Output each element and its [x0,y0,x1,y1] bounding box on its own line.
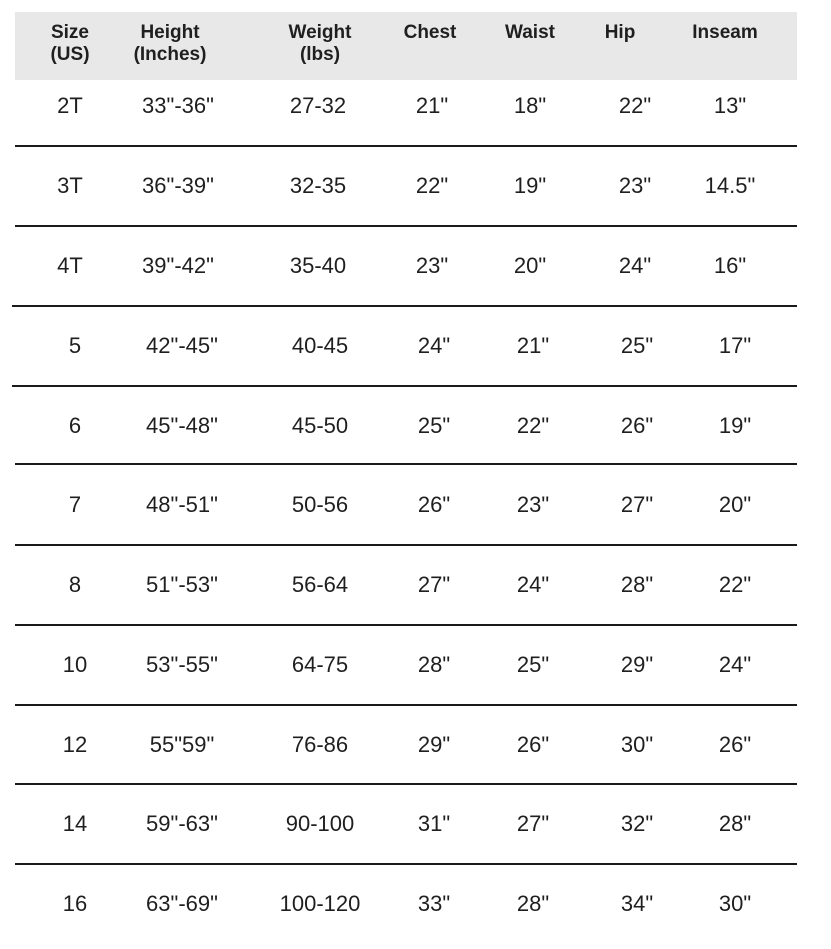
cell-weight: 45-50 [291,413,349,438]
cell-waist: 21" [516,333,550,358]
header-inseam: Inseam [692,22,758,43]
cell-height: 39"-42" [142,253,214,278]
cell-hip: 28" [620,572,654,597]
header-hip: Hip [604,22,636,43]
cell-inseam: 24" [718,652,752,677]
cell-inseam: 13" [713,93,747,118]
table-row [0,811,831,841]
cell-hip: 26" [620,413,654,438]
cell-hip: 29" [620,652,654,677]
row-divider [15,863,797,865]
cell-size: 14 [62,811,88,836]
cell-hip: 27" [620,492,654,517]
cell-chest: 22" [415,173,449,198]
cell-waist: 27" [516,811,550,836]
cell-weight: 56-64 [291,572,349,597]
cell-height: 59"-63" [146,811,218,836]
cell-weight: 64-75 [291,652,349,677]
cell-chest: 26" [417,492,451,517]
row-divider [15,624,797,626]
cell-inseam: 17" [718,333,752,358]
cell-hip: 30" [620,732,654,757]
header-weight: Weight (lbs) [288,22,352,65]
cell-size: 12 [62,732,88,757]
cell-chest: 24" [417,333,451,358]
cell-hip: 34" [620,891,654,916]
cell-chest: 28" [417,652,451,677]
cell-inseam: 14.5" [704,173,756,198]
cell-waist: 23" [516,492,550,517]
cell-chest: 31" [417,811,451,836]
cell-inseam: 26" [718,732,752,757]
cell-chest: 33" [417,891,451,916]
header-waist: Waist [505,22,555,43]
cell-size: 6 [68,413,82,438]
header-size: Size (US) [50,22,90,65]
cell-waist: 22" [516,413,550,438]
table-row [0,253,831,283]
cell-weight: 76-86 [291,732,349,757]
cell-size: 16 [62,891,88,916]
cell-waist: 24" [516,572,550,597]
cell-size: 3T [57,173,83,198]
cell-waist: 25" [516,652,550,677]
size-chart-header [15,12,797,80]
table-row [0,891,831,921]
row-divider [15,704,797,706]
cell-inseam: 22" [718,572,752,597]
row-divider [15,783,797,785]
row-divider [15,145,797,147]
row-divider [15,463,797,465]
row-divider [15,544,797,546]
header-height: Height (Inches) [133,22,207,65]
cell-hip: 24" [618,253,652,278]
table-row [0,333,831,363]
table-row [0,732,831,762]
cell-inseam: 30" [718,891,752,916]
cell-height: 45"-48" [146,413,218,438]
table-row [0,572,831,602]
row-divider [15,225,797,227]
cell-inseam: 28" [718,811,752,836]
cell-height: 51"-53" [146,572,218,597]
cell-inseam: 20" [718,492,752,517]
table-row [0,413,831,443]
header-chest: Chest [403,22,457,43]
row-divider [12,385,797,387]
cell-chest: 25" [417,413,451,438]
cell-size: 4T [57,253,83,278]
cell-size: 10 [62,652,88,677]
cell-waist: 26" [516,732,550,757]
cell-chest: 29" [417,732,451,757]
cell-weight: 27-32 [289,93,347,118]
cell-waist: 18" [513,93,547,118]
cell-waist: 19" [513,173,547,198]
cell-height: 55"59" [149,732,215,757]
cell-weight: 90-100 [285,811,355,836]
cell-height: 42"-45" [146,333,218,358]
cell-inseam: 19" [718,413,752,438]
cell-inseam: 16" [713,253,747,278]
cell-chest: 21" [415,93,449,118]
cell-height: 48"-51" [146,492,218,517]
cell-height: 36"-39" [142,173,214,198]
cell-waist: 20" [513,253,547,278]
table-row [0,652,831,682]
cell-hip: 22" [618,93,652,118]
cell-chest: 27" [417,572,451,597]
cell-hip: 23" [618,173,652,198]
cell-height: 53"-55" [146,652,218,677]
cell-weight: 50-56 [291,492,349,517]
cell-weight: 100-120 [279,891,361,916]
table-row [0,492,831,522]
cell-weight: 40-45 [291,333,349,358]
cell-height: 63"-69" [146,891,218,916]
cell-height: 33"-36" [142,93,214,118]
cell-size: 5 [68,333,82,358]
cell-hip: 25" [620,333,654,358]
cell-size: 2T [57,93,83,118]
cell-weight: 32-35 [289,173,347,198]
cell-hip: 32" [620,811,654,836]
cell-chest: 23" [415,253,449,278]
cell-waist: 28" [516,891,550,916]
cell-size: 7 [68,492,82,517]
cell-size: 8 [68,572,82,597]
table-row [0,93,831,123]
cell-weight: 35-40 [289,253,347,278]
table-row [0,173,831,203]
row-divider [12,305,797,307]
